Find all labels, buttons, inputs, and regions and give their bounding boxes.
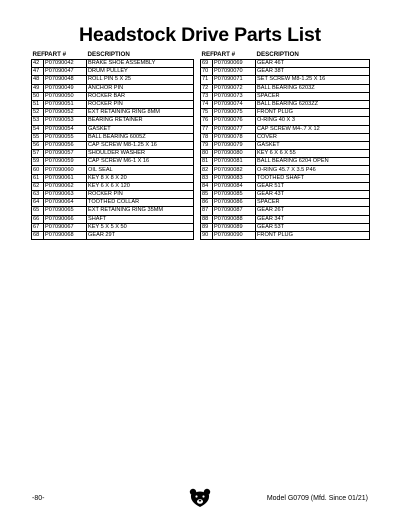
description-cell: EXT RETAINING RING 35MM [87, 207, 194, 215]
ref-cell: 77 [201, 125, 213, 133]
part-number-cell: P07090052 [44, 109, 87, 117]
table-row [32, 166, 194, 174]
part-number-cell: P07090051 [44, 100, 87, 108]
ref-cell: 52 [32, 109, 44, 117]
part-number-cell: P07090079 [213, 141, 256, 149]
table-row [32, 158, 194, 166]
part-number-cell: P07090054 [44, 125, 87, 133]
ref-cell: 55 [32, 133, 44, 141]
part-number-cell: P07090063 [44, 191, 87, 199]
description-header: DESCRIPTION [87, 50, 194, 60]
description-cell: EXT RETAINING RING 8MM [87, 109, 194, 117]
part-number-cell: P07090085 [213, 191, 256, 199]
description-cell: KEY 6 X 6 X 120 [87, 182, 194, 190]
part-number-cell: P07090086 [213, 199, 256, 207]
table-row [201, 223, 370, 231]
ref-cell: 73 [201, 92, 213, 100]
table-row [201, 182, 370, 190]
description-cell: SHAFT [87, 215, 194, 223]
table-row [32, 223, 194, 231]
table-row [201, 231, 370, 239]
ref-cell: 48 [32, 76, 44, 84]
ref-cell: 88 [201, 215, 213, 223]
part-number-cell: P07090069 [213, 60, 256, 68]
table-row [32, 207, 194, 215]
table-row [201, 174, 370, 182]
description-cell: CAP SCREW M8-1.25 X 16 [87, 141, 194, 149]
description-cell: GEAR 43T [256, 191, 370, 199]
description-cell: GEAR 46T [256, 60, 370, 68]
description-cell: GEAR 51T [256, 182, 370, 190]
description-cell: BALL BEARING 6203Z [256, 84, 370, 92]
description-cell: GASKET [87, 125, 194, 133]
table-row [32, 92, 194, 100]
part-number-cell: P07090060 [44, 166, 87, 174]
part-number-cell: P07090056 [44, 141, 87, 149]
parts-table [31, 50, 194, 240]
ref-cell: 49 [32, 84, 44, 92]
description-cell: O-RING 45.7 X 3.5 P46 [256, 166, 370, 174]
ref-cell: 76 [201, 117, 213, 125]
table-row [201, 109, 370, 117]
table-row [32, 76, 194, 84]
ref-cell: 86 [201, 199, 213, 207]
bear-head-icon [189, 488, 211, 508]
description-cell: GEAR 29T [87, 231, 194, 239]
ref-cell: 90 [201, 231, 213, 239]
part-number-cell: P07090065 [44, 207, 87, 215]
ref-cell: 74 [201, 100, 213, 108]
table-row [201, 68, 370, 76]
description-cell: FRONT PLUG [256, 231, 370, 239]
table-row [201, 84, 370, 92]
ref-cell: 56 [32, 141, 44, 149]
part-number-cell: P07090075 [213, 109, 256, 117]
description-cell: FRONT PLUG [256, 109, 370, 117]
part-number-cell: P07090061 [44, 174, 87, 182]
part-number-cell: P07090076 [213, 117, 256, 125]
part-number-cell: P07090090 [213, 231, 256, 239]
table-row [201, 100, 370, 108]
page-title: Headstock Drive Parts List [79, 24, 321, 46]
part-number-cell: P07090078 [213, 133, 256, 141]
part-number-cell: P07090087 [213, 207, 256, 215]
description-cell: GASKET [256, 141, 370, 149]
part-number-cell: P07090073 [213, 92, 256, 100]
ref-cell: 89 [201, 223, 213, 231]
table-row [201, 60, 370, 68]
description-cell: SPACER [256, 199, 370, 207]
description-cell: DRUM PULLEY [87, 68, 194, 76]
ref-cell: 68 [32, 231, 44, 239]
part-number-cell: P07090080 [213, 150, 256, 158]
ref-cell: 84 [201, 182, 213, 190]
ref-cell: 47 [32, 68, 44, 76]
description-cell: SHOULDER WASHER [87, 150, 194, 158]
part-number-cell: P07090066 [44, 215, 87, 223]
description-cell: GEAR 38T [256, 68, 370, 76]
ref-cell: 69 [201, 60, 213, 68]
table-row [201, 76, 370, 84]
description-cell: ROCKER PIN [87, 100, 194, 108]
ref-cell: 65 [32, 207, 44, 215]
description-cell: TOOTHED COLLAR [87, 199, 194, 207]
part-number-cell: P07090081 [213, 158, 256, 166]
description-cell: SET SCREW M8-1.25 X 16 [256, 76, 370, 84]
ref-cell: 85 [201, 191, 213, 199]
model-info: Model G0709 (Mfd. Since 01/21) [266, 495, 368, 502]
description-header: DESCRIPTION [256, 50, 370, 60]
part-number-cell: P07090071 [213, 76, 256, 84]
part-number-cell: P07090072 [213, 84, 256, 92]
description-cell: ROLL PIN 5 X 25 [87, 76, 194, 84]
table-row [32, 109, 194, 117]
parts-table-right [200, 50, 370, 240]
ref-cell: 67 [32, 223, 44, 231]
table-row [32, 191, 194, 199]
part-number-cell: P07090064 [44, 199, 87, 207]
ref-cell: 54 [32, 125, 44, 133]
ref-cell: 75 [201, 109, 213, 117]
table-row [201, 133, 370, 141]
ref-cell: 81 [201, 158, 213, 166]
ref-cell: 61 [32, 174, 44, 182]
part-number-cell: P07090070 [213, 68, 256, 76]
parts-table-left [31, 50, 194, 240]
table-header-row [32, 50, 194, 60]
description-cell: ANCHOR PIN [87, 84, 194, 92]
table-row [201, 92, 370, 100]
part-number-cell: P07090057 [44, 150, 87, 158]
description-cell: SPACER [256, 92, 370, 100]
description-cell: CAP SCREW M4-.7 X 12 [256, 125, 370, 133]
description-cell: GEAR 34T [256, 215, 370, 223]
part-number-cell: P07090055 [44, 133, 87, 141]
ref-header: REF [201, 50, 214, 58]
table-row [32, 182, 194, 190]
part-number-cell: P07090082 [213, 166, 256, 174]
part-number-cell: P07090083 [213, 174, 256, 182]
part-number-cell: P07090068 [44, 231, 87, 239]
table-row [201, 199, 370, 207]
table-row [201, 215, 370, 223]
part-number-cell: P07090047 [44, 68, 87, 76]
description-cell: OIL SEAL [87, 166, 194, 174]
table-row [32, 133, 194, 141]
description-cell: BEARING RETAINER [87, 117, 194, 125]
part-number-cell: P07090084 [213, 182, 256, 190]
table-row [32, 117, 194, 125]
table-row [32, 150, 194, 158]
ref-cell: 57 [32, 150, 44, 158]
part-number-cell: P07090074 [213, 100, 256, 108]
table-row [201, 207, 370, 215]
ref-cell: 71 [201, 76, 213, 84]
part-number-cell: P07090067 [44, 223, 87, 231]
table-row [201, 117, 370, 125]
part-number-cell: P07090077 [213, 125, 256, 133]
description-cell: ROCKER PIN [87, 191, 194, 199]
description-cell: COVER [256, 133, 370, 141]
ref-cell: 60 [32, 166, 44, 174]
table-row [201, 150, 370, 158]
table-row [32, 84, 194, 92]
table-row [201, 158, 370, 166]
description-cell: CAP SCREW M6-1 X 16 [87, 158, 194, 166]
description-cell: BALL BEARING 6204 OPEN [256, 158, 370, 166]
ref-cell: 66 [32, 215, 44, 223]
table-row [32, 141, 194, 149]
part-header: PART # [44, 50, 87, 60]
description-cell: KEY 8 X 8 X 20 [87, 174, 194, 182]
description-cell: KEY 5 X 5 X 50 [87, 223, 194, 231]
part-number-cell: P07090048 [44, 76, 87, 84]
description-cell: GEAR 26T [256, 207, 370, 215]
ref-header: REF [32, 50, 45, 58]
table-header-row [201, 50, 370, 60]
description-cell: TOOTHED SHAFT [256, 174, 370, 182]
ref-cell: 51 [32, 100, 44, 108]
description-cell: O-RING 40 X 3 [256, 117, 370, 125]
table-row [32, 199, 194, 207]
description-cell: BALL BEARING 6005Z [87, 133, 194, 141]
description-cell: BALL BEARING 6203ZZ [256, 100, 370, 108]
part-number-cell: P07090059 [44, 158, 87, 166]
ref-cell: 42 [32, 60, 44, 68]
part-number-cell: P07090089 [213, 223, 256, 231]
part-header: PART # [213, 50, 256, 60]
ref-cell: 78 [201, 133, 213, 141]
table-row [201, 191, 370, 199]
table-row [32, 60, 194, 68]
table-row [201, 166, 370, 174]
table-row [32, 125, 194, 133]
table-row [201, 125, 370, 133]
table-row [32, 100, 194, 108]
ref-cell: 64 [32, 199, 44, 207]
description-cell: BRAKE SHOE ASSEMBLY [87, 60, 194, 68]
description-cell: ROCKER BAR [87, 92, 194, 100]
ref-cell: 79 [201, 141, 213, 149]
ref-cell: 53 [32, 117, 44, 125]
part-number-cell: P07090050 [44, 92, 87, 100]
ref-cell: 87 [201, 207, 213, 215]
ref-cell: 83 [201, 174, 213, 182]
ref-cell: 70 [201, 68, 213, 76]
parts-table [200, 50, 370, 240]
table-row [32, 231, 194, 239]
ref-cell: 80 [201, 150, 213, 158]
table-row [32, 68, 194, 76]
part-number-cell: P07090049 [44, 84, 87, 92]
description-cell: GEAR 53T [256, 223, 370, 231]
ref-cell: 59 [32, 158, 44, 166]
table-row [32, 174, 194, 182]
description-cell: KEY 6 X 6 X 55 [256, 150, 370, 158]
ref-cell: 62 [32, 182, 44, 190]
ref-cell: 63 [32, 191, 44, 199]
part-number-cell: P07090062 [44, 182, 87, 190]
page-number: -80- [32, 495, 45, 502]
ref-cell: 72 [201, 84, 213, 92]
ref-cell: 50 [32, 92, 44, 100]
part-number-cell: P07090042 [44, 60, 87, 68]
part-number-cell: P07090088 [213, 215, 256, 223]
part-number-cell: P07090053 [44, 117, 87, 125]
table-row [201, 141, 370, 149]
table-row [32, 215, 194, 223]
ref-cell: 82 [201, 166, 213, 174]
